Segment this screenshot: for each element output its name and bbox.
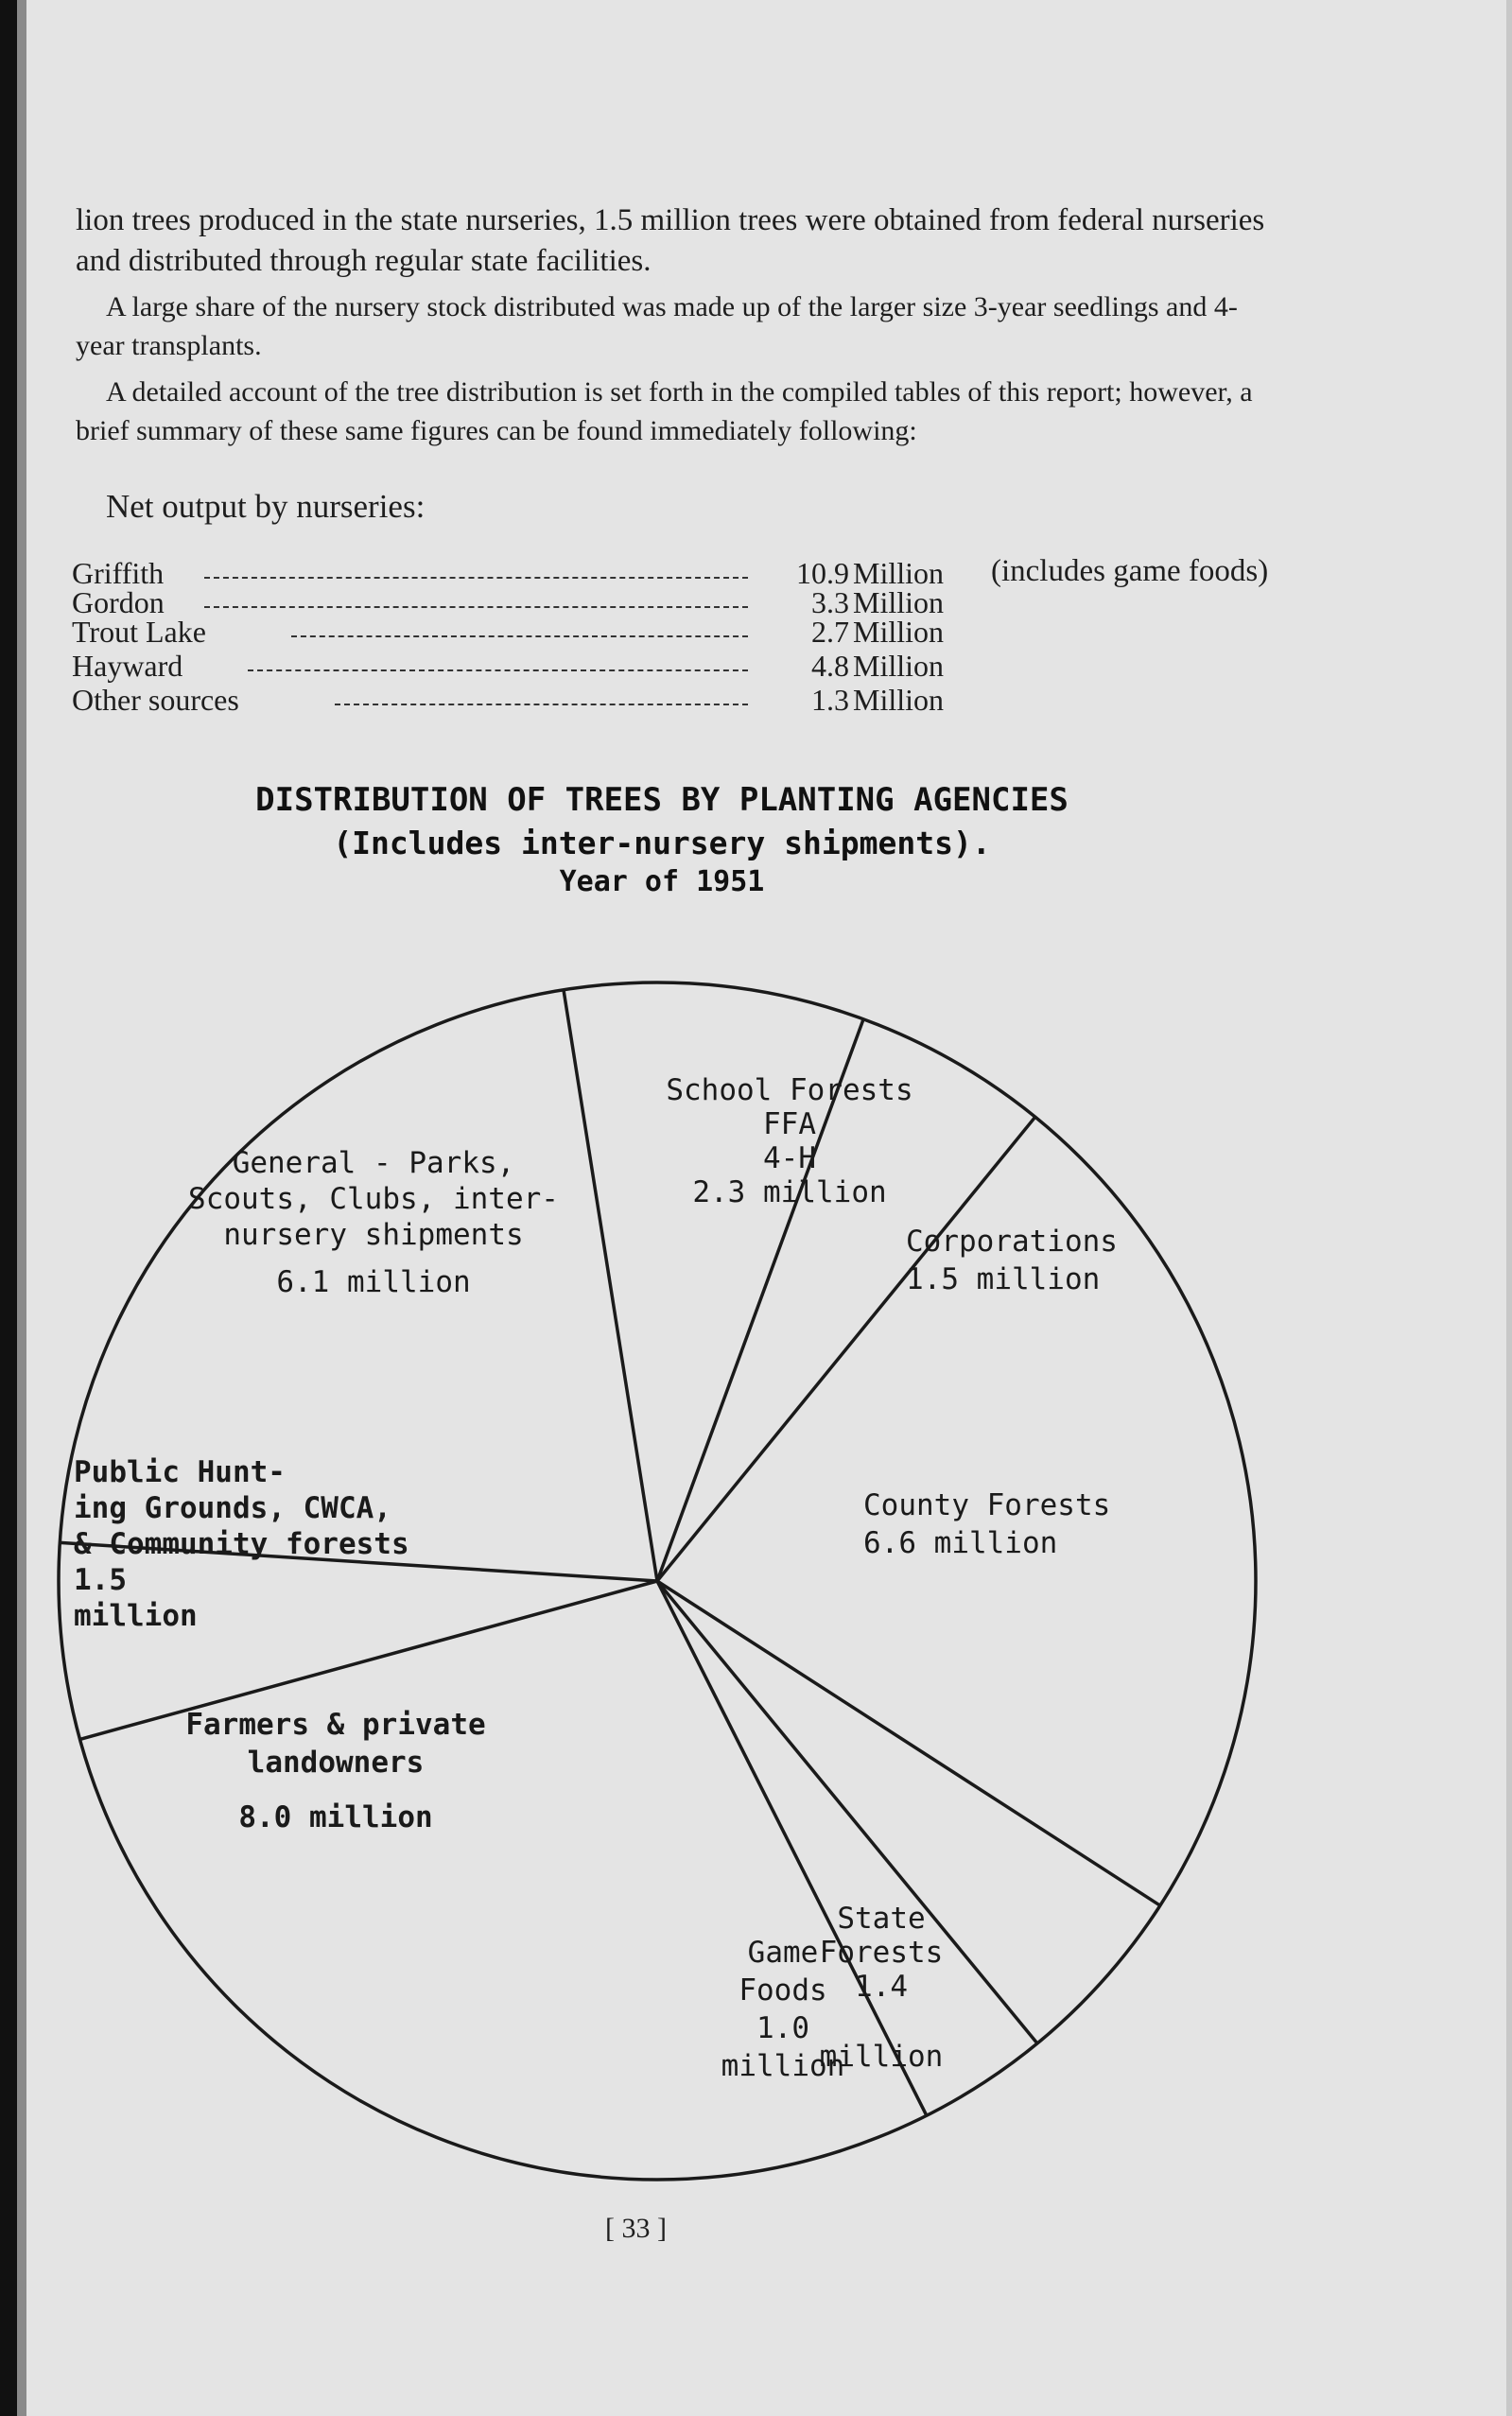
chart-subtitle: (Includes inter-nursery shipments). <box>333 825 991 861</box>
pie-slice-8-label: Scouts, Clubs, inter- <box>188 1182 559 1216</box>
pie-slice-8-label: General - Parks, <box>232 1146 515 1180</box>
pie-slice-7-label: Public Hunt- <box>74 1455 286 1489</box>
pie-slice-5-label: Game <box>747 1936 819 1970</box>
pie-slice-5-label: 1.0 <box>756 2011 809 2045</box>
pie-slice-4-boundary <box>657 1581 1160 1905</box>
chart-year-label: Year of 1951 <box>559 865 765 898</box>
pie-slice-7-label: 1.5 <box>74 1563 127 1597</box>
pie-slice-7-label: & Community forests <box>74 1527 409 1561</box>
nursery-value: 10.9 <box>796 556 849 590</box>
pie-slice-4-label: 1.4 <box>855 1970 908 2004</box>
pie-slice-6-label: landowners <box>247 1746 425 1780</box>
pie-slice-5-label: million <box>721 2049 845 2083</box>
pie-slice-6-label: Farmers & private <box>185 1708 486 1742</box>
nursery-value: 1.3 <box>811 683 849 717</box>
page-number: [ 33 ] <box>605 2213 667 2244</box>
net-output-heading: Net output by nurseries: <box>106 488 426 525</box>
pie-slice-4-label: Forests <box>819 1936 944 1970</box>
paragraph-2: A large share of the nursery stock distributed was made up of the larger size 3-year seedlings and 4-year transplants. <box>76 291 1238 361</box>
nursery-name: Trout Lake <box>72 615 206 649</box>
paragraph-1: lion trees produced in the state nurseries, 1.5 million trees were obtained from federal nurseries and distributed through regular state facilities. <box>76 203 1265 278</box>
pie-slice-4-label: million <box>819 2040 944 2074</box>
pie-slice-1-boundary <box>564 990 657 1581</box>
pie-slice-6-label: 8.0 million <box>238 1800 433 1834</box>
nursery-name: Griffith <box>72 556 165 590</box>
nursery-name: Gordon <box>72 585 165 619</box>
nursery-value: 2.7 <box>811 615 849 649</box>
nursery-note: (includes game foods) <box>991 554 1269 588</box>
nursery-unit: Million <box>853 683 945 717</box>
pie-slice-1-label: School Forests <box>666 1073 913 1107</box>
pie-slice-5-label: Foods <box>739 1973 827 2008</box>
pie-slice-7-label: ing Grounds, CWCA, <box>74 1491 391 1525</box>
pie-slice-4-label: State <box>837 1902 926 1936</box>
chart-title: DISTRIBUTION OF TREES BY PLANTING AGENCIES <box>255 781 1069 819</box>
nursery-name: Other sources <box>72 683 239 717</box>
pie-slice-8-label: 6.1 million <box>276 1265 471 1299</box>
pie-slice-3-label: 6.6 million <box>863 1526 1058 1560</box>
nursery-unit: Million <box>853 585 945 619</box>
nursery-unit: Million <box>853 649 945 683</box>
pie-slice-3-label: County Forests <box>863 1488 1111 1522</box>
pie-slice-2-label: Corporations <box>906 1225 1118 1259</box>
pie-slice-2-label: 1.5 million <box>906 1262 1101 1296</box>
nursery-unit: Million <box>853 556 945 590</box>
paragraph-3: A detailed account of the tree distribution is set forth in the compiled tables of this report; however, a brief summary of these same figures can be found immediately following: <box>76 376 1253 446</box>
nursery-value: 3.3 <box>811 585 849 619</box>
pie-slice-1-label: 4-H <box>763 1141 816 1175</box>
pie-slice-7-label: million <box>74 1599 198 1633</box>
nursery-name: Hayward <box>72 649 183 683</box>
pie-slice-1-label: 2.3 million <box>692 1175 887 1209</box>
nursery-value: 4.8 <box>811 649 849 683</box>
nursery-unit: Million <box>853 615 945 649</box>
pie-slice-5-boundary <box>657 1581 1037 2043</box>
pie-slice-1-label: FFA <box>763 1107 816 1141</box>
pie-slice-8-label: nursery shipments <box>223 1218 524 1252</box>
